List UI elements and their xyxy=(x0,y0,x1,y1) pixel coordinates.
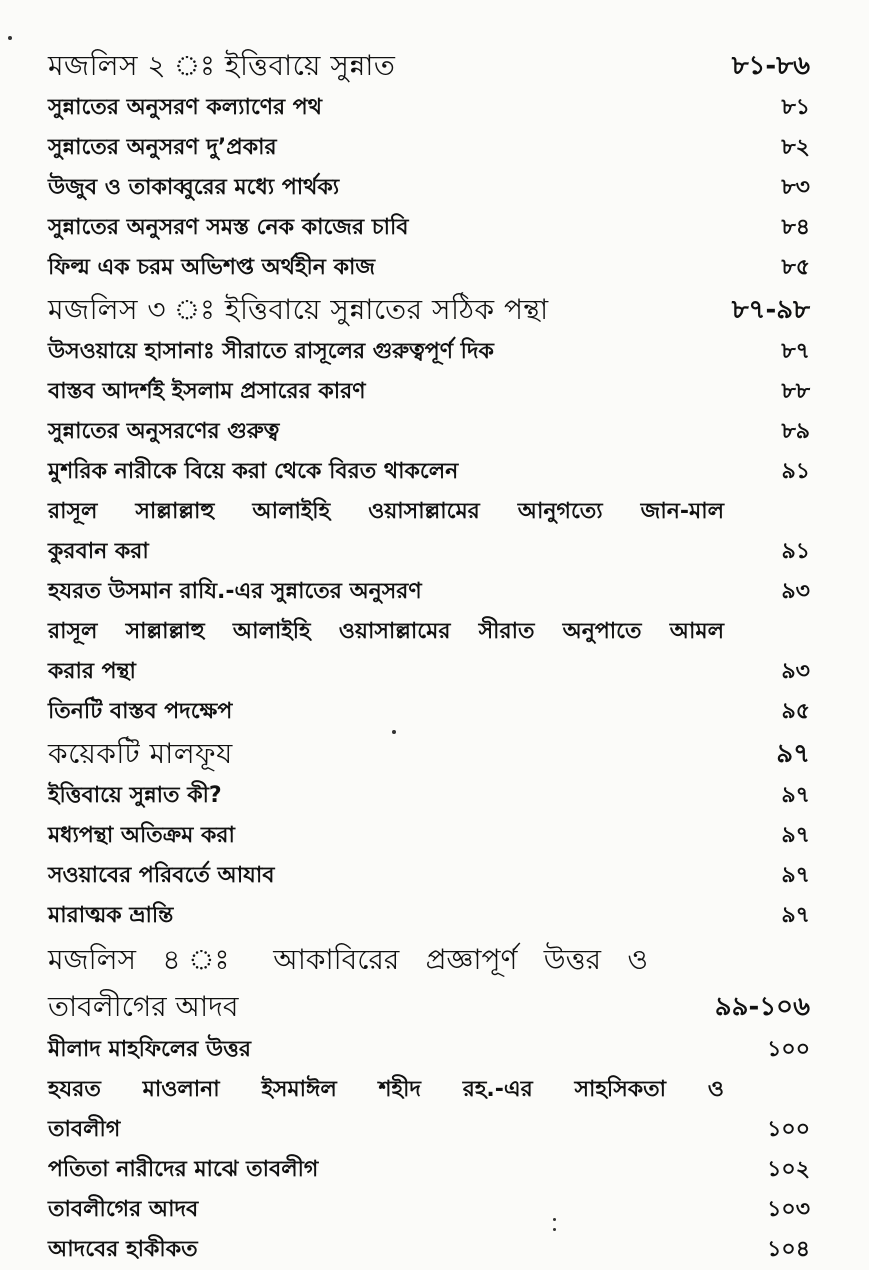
toc-entry[interactable] xyxy=(48,332,810,372)
toc-heading-pages: ৯৭ xyxy=(776,739,810,769)
toc-heading-malfuz[interactable] xyxy=(48,732,810,776)
table-of-contents xyxy=(48,44,810,1270)
toc-entry[interactable] xyxy=(48,1030,810,1070)
toc-heading-title-cont: তাবলীগের আদব xyxy=(48,990,239,1023)
toc-entry-title: মধ্যপন্থা অতিক্রম করা xyxy=(48,823,235,848)
toc-entry-title-cont: কুরবান করা xyxy=(48,539,149,564)
toc-entry-line-1[interactable] xyxy=(48,612,810,652)
toc-entry[interactable] xyxy=(48,168,810,208)
toc-entry[interactable] xyxy=(48,1150,810,1190)
toc-entry-title: হযরত উসমান রাযি.-এর সুন্নাতের অনুসরণ xyxy=(48,579,422,604)
toc-entry-title: ইত্তিবায়ে সুন্নাত কী? xyxy=(48,783,222,808)
toc-heading-title: কয়েকটি মালফূয xyxy=(48,737,233,770)
scan-speck xyxy=(8,36,12,40)
toc-entry[interactable] xyxy=(48,856,810,896)
toc-entry-page: ৮৭ xyxy=(781,339,810,364)
toc-entry-page: ৮৮ xyxy=(781,379,810,404)
toc-entry-line-2[interactable] xyxy=(48,652,810,692)
toc-entry[interactable] xyxy=(48,128,810,168)
scan-speck xyxy=(553,1228,556,1231)
toc-entry[interactable] xyxy=(48,776,810,816)
toc-entry-page: ১০৩ xyxy=(767,1197,810,1222)
toc-entry-page: ১০০ xyxy=(767,1037,810,1062)
toc-entry-title: উসওয়ায়ে হাসানাঃ সীরাতে রাসূলের গুরুত্বপূর্ণ দিক xyxy=(48,339,494,364)
toc-entry-page: ৯৭ xyxy=(781,823,810,848)
toc-entry-title: হযরত মাওলানা ইসমাঈল শহীদ রহ.-এর সাহসিকতা ও xyxy=(48,1077,724,1102)
toc-entry-title: রাসূল সাল্লাল্লাহু আলাইহি ওয়াসাল্লামের আনুগত্যে জান-মাল xyxy=(48,499,724,524)
toc-entry[interactable] xyxy=(48,452,810,492)
toc-entry-title-cont: তাবলীগ xyxy=(48,1117,121,1142)
toc-entry-page: ৯৫ xyxy=(781,699,810,724)
toc-entry[interactable] xyxy=(48,248,810,288)
toc-entry-page: ৮৫ xyxy=(781,255,810,280)
toc-entry-title: সওয়াবের পরিবর্তে আযাব xyxy=(48,863,275,888)
toc-entry-page: ৯৩ xyxy=(781,579,810,604)
toc-heading-majlis-3[interactable] xyxy=(48,288,810,332)
toc-entry-page: ৮২ xyxy=(781,135,810,160)
toc-entry-title-cont: করার পন্থা xyxy=(48,659,136,684)
toc-entry[interactable] xyxy=(48,692,810,732)
toc-entry-title: বাস্তব আদর্শই ইসলাম প্রসারের কারণ xyxy=(48,379,366,404)
toc-heading-title: মজলিস ৩ ঃ ইত্তিবায়ে সুন্নাতের সঠিক পন্থা xyxy=(48,293,549,326)
toc-entry-page: ৯৩ xyxy=(781,659,810,684)
toc-entry-title: রাসূল সাল্লাল্লাহু আলাইহি ওয়াসাল্লামের সীরাত অনুপাতে আমল xyxy=(48,619,724,644)
toc-entry-page: ৯১ xyxy=(781,539,810,564)
toc-heading-title: মজলিস ২ ঃ ইত্তিবায়ে সুন্নাত xyxy=(48,49,396,82)
toc-entry[interactable] xyxy=(48,1190,810,1230)
toc-entry[interactable] xyxy=(48,572,810,612)
toc-entry-title: পতিতা নারীদের মাঝে তাবলীগ xyxy=(48,1157,319,1182)
toc-heading-majlis-4-line-1[interactable] xyxy=(48,936,810,984)
toc-entry-title: মারাত্মক ভ্রান্তি xyxy=(48,903,174,928)
toc-entry-page: ৯৭ xyxy=(781,863,810,888)
toc-entry[interactable] xyxy=(48,412,810,452)
toc-entry-title: ফিল্ম এক চরম অভিশপ্ত অর্থহীন কাজ xyxy=(48,255,376,280)
toc-heading-majlis-4-line-2[interactable] xyxy=(48,984,810,1030)
toc-entry[interactable] xyxy=(48,88,810,128)
scan-speck xyxy=(553,1218,556,1221)
toc-entry-line-1[interactable] xyxy=(48,492,810,532)
toc-entry-page: ৮১ xyxy=(781,95,810,120)
toc-entry-title: মুশরিক নারীকে বিয়ে করা থেকে বিরত থাকলেন xyxy=(48,459,459,484)
toc-heading-pages: ৯৯-১০৬ xyxy=(714,992,810,1022)
toc-entry-page: ৮৪ xyxy=(781,215,810,240)
toc-entry-title: সুন্নাতের অনুসরণ কল্যাণের পথ xyxy=(48,95,322,120)
toc-entry-title: সুন্নাতের অনুসরণের গুরুত্ব xyxy=(48,419,280,444)
toc-heading-pages: ৮১-৮৬ xyxy=(731,51,810,81)
toc-entry-title: আদবের হাকীকত xyxy=(48,1237,198,1262)
toc-entry-line-1[interactable] xyxy=(48,1070,810,1110)
toc-heading-pages: ৮৭-৯৮ xyxy=(731,295,810,325)
toc-entry-title: সুন্নাতের অনুসরণ দু’প্রকার xyxy=(48,135,277,160)
toc-entry-page: ১০৪ xyxy=(767,1237,810,1262)
toc-entry[interactable] xyxy=(48,816,810,856)
toc-entry[interactable] xyxy=(48,372,810,412)
toc-entry-page: ৮৩ xyxy=(781,175,810,200)
toc-entry-page: ৯৭ xyxy=(781,783,810,808)
toc-entry[interactable] xyxy=(48,896,810,936)
toc-entry-line-2[interactable] xyxy=(48,532,810,572)
toc-entry-page: ৮৯ xyxy=(781,419,810,444)
toc-heading-title: মজলিস ৪ ঃ আকাবিরের প্রজ্ঞাপূর্ণ উত্তর ও xyxy=(48,943,648,976)
scan-speck xyxy=(392,730,396,734)
toc-heading-majlis-2[interactable] xyxy=(48,44,810,88)
toc-entry[interactable] xyxy=(48,1230,810,1270)
toc-entry-page: ১০২ xyxy=(767,1157,810,1182)
toc-entry-page: ৯১ xyxy=(781,459,810,484)
toc-entry[interactable] xyxy=(48,208,810,248)
toc-entry-title: তিনটি বাস্তব পদক্ষেপ xyxy=(48,699,233,724)
toc-entry-title: উজুব ও তাকাব্বুরের মধ্যে পার্থক্য xyxy=(48,175,340,200)
toc-entry-title: মীলাদ মাহফিলের উত্তর xyxy=(48,1037,251,1062)
toc-entry-title: সুন্নাতের অনুসরণ সমস্ত নেক কাজের চাবি xyxy=(48,215,409,240)
toc-entry-page: ৯৭ xyxy=(781,903,810,928)
toc-entry-page: ১০০ xyxy=(767,1117,810,1142)
toc-entry-line-2[interactable] xyxy=(48,1110,810,1150)
toc-entry-title: তাবলীগের আদব xyxy=(48,1197,199,1222)
